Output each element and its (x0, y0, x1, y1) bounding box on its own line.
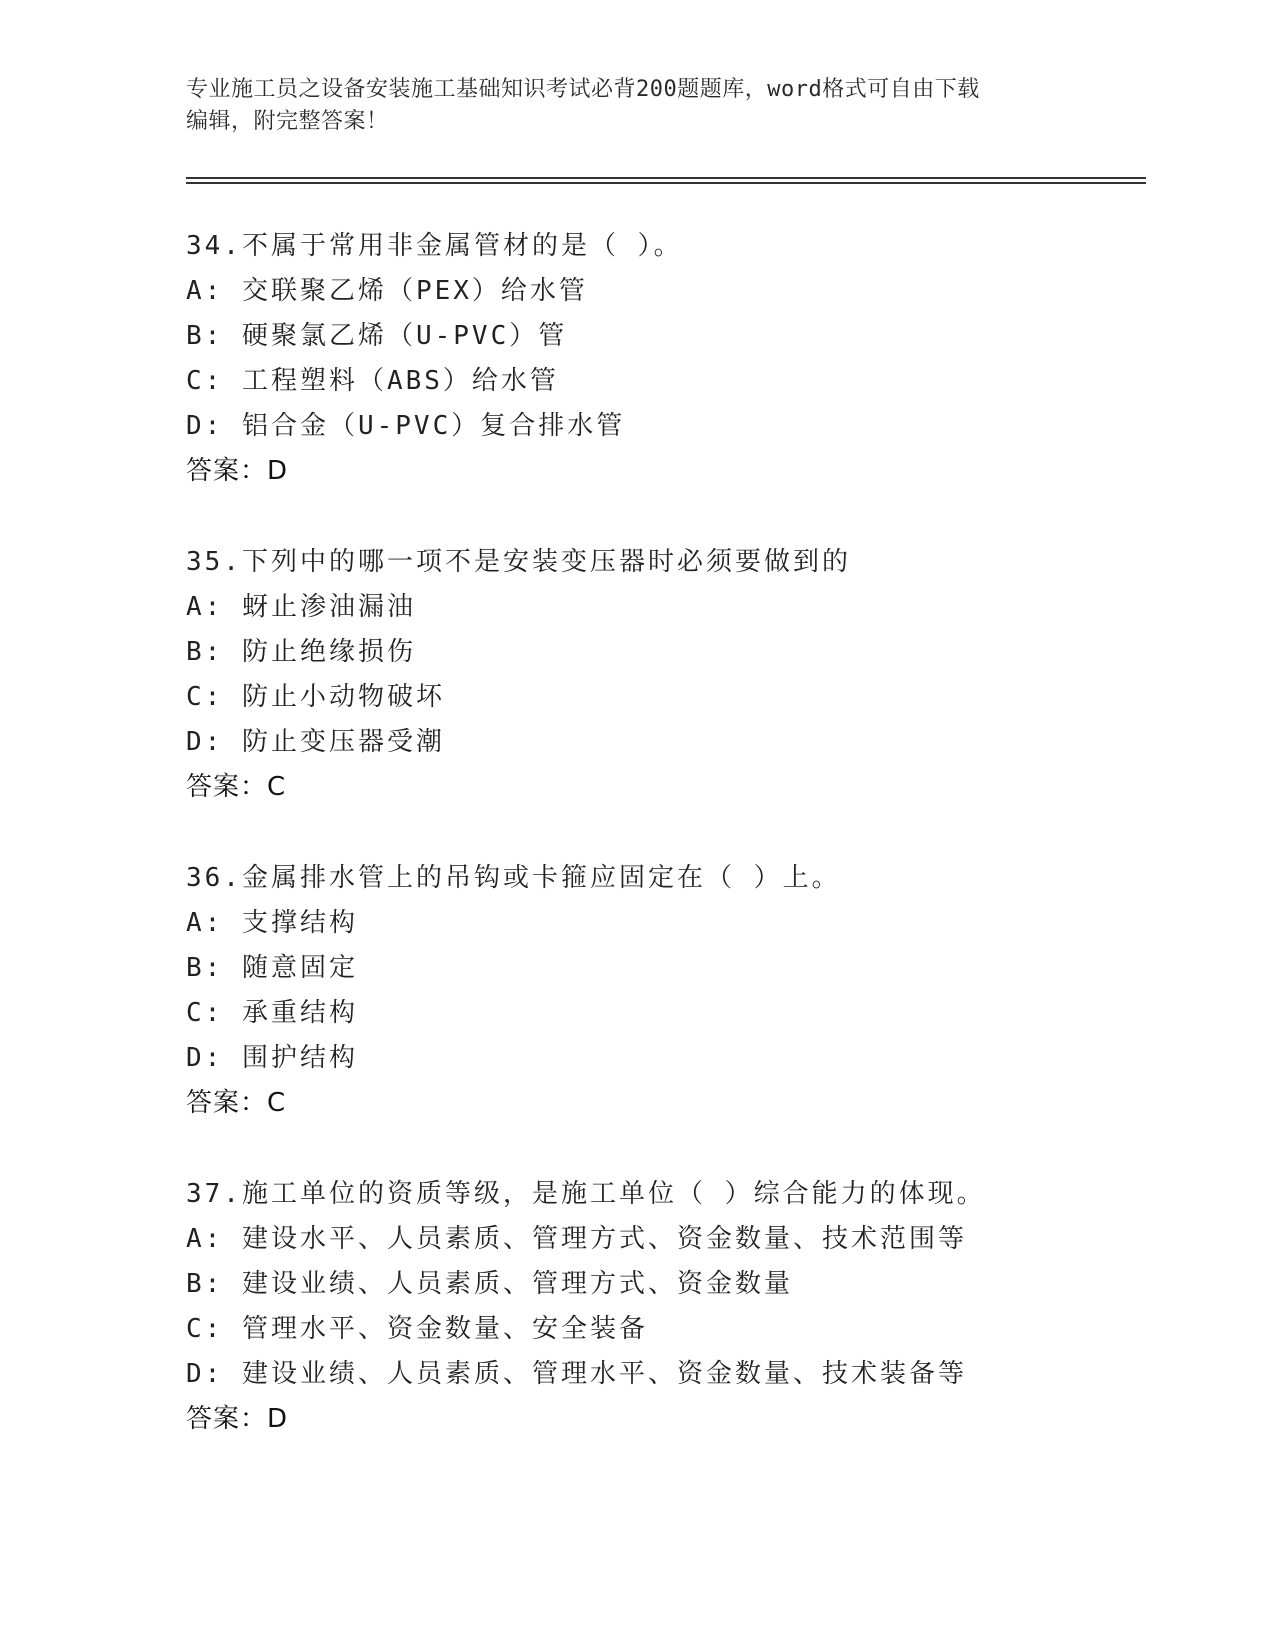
question-35 (186, 540, 1166, 810)
option-a: A: 蚜止渗油漏油 (186, 592, 416, 622)
answer-line: 答案：C (186, 1088, 287, 1118)
question-stem: 36.金属排水管上的吊钩或卡箍应固定在（ ）上。 (186, 863, 841, 893)
option-b: B: 硬聚氯乙烯（U-PVC）管 (186, 321, 568, 351)
question-stem: 34.不属于常用非金属管材的是（ ）。 (186, 231, 683, 261)
option-b: B: 防止绝缘损伤 (186, 637, 416, 667)
question-34 (186, 224, 1166, 494)
header-divider-top (186, 177, 1146, 179)
question-37 (186, 1172, 1166, 1442)
question-stem: 35.下列中的哪一项不是安装变压器时必须要做到的 (186, 547, 851, 577)
header-divider-bottom (186, 182, 1146, 184)
option-a: A: 支撑结构 (186, 908, 358, 938)
option-a: A: 交联聚乙烯（PEX）给水管 (186, 276, 588, 306)
option-b: B: 随意固定 (186, 953, 358, 983)
answer-line: 答案：D (186, 456, 289, 486)
option-c: C: 管理水平、资金数量、安全装备 (186, 1314, 648, 1344)
header-title-line-2: 编辑，附完整答案！ (186, 109, 389, 134)
header-title-line-1: 专业施工员之设备安装施工基础知识考试必背200题题库，word格式可自由下载 (186, 77, 980, 102)
answer-line: 答案：C (186, 772, 287, 802)
option-d: D: 围护结构 (186, 1043, 358, 1073)
option-c: C: 工程塑料（ABS）给水管 (186, 366, 559, 396)
option-d: D: 建设业绩、人员素质、管理水平、资金数量、技术装备等 (186, 1359, 967, 1389)
document-header (186, 74, 1066, 138)
question-stem: 37.施工单位的资质等级，是施工单位（ ）综合能力的体现。 (186, 1179, 986, 1209)
option-d: D: 防止变压器受潮 (186, 727, 445, 757)
question-36 (186, 856, 1166, 1126)
option-c: C: 防止小动物破坏 (186, 682, 445, 712)
option-a: A: 建设水平、人员素质、管理方式、资金数量、技术范围等 (186, 1224, 967, 1254)
answer-line: 答案：D (186, 1404, 289, 1434)
option-b: B: 建设业绩、人员素质、管理方式、资金数量 (186, 1269, 793, 1299)
option-c: C: 承重结构 (186, 998, 358, 1028)
option-d: D: 铝合金（U-PVC）复合排水管 (186, 411, 626, 441)
